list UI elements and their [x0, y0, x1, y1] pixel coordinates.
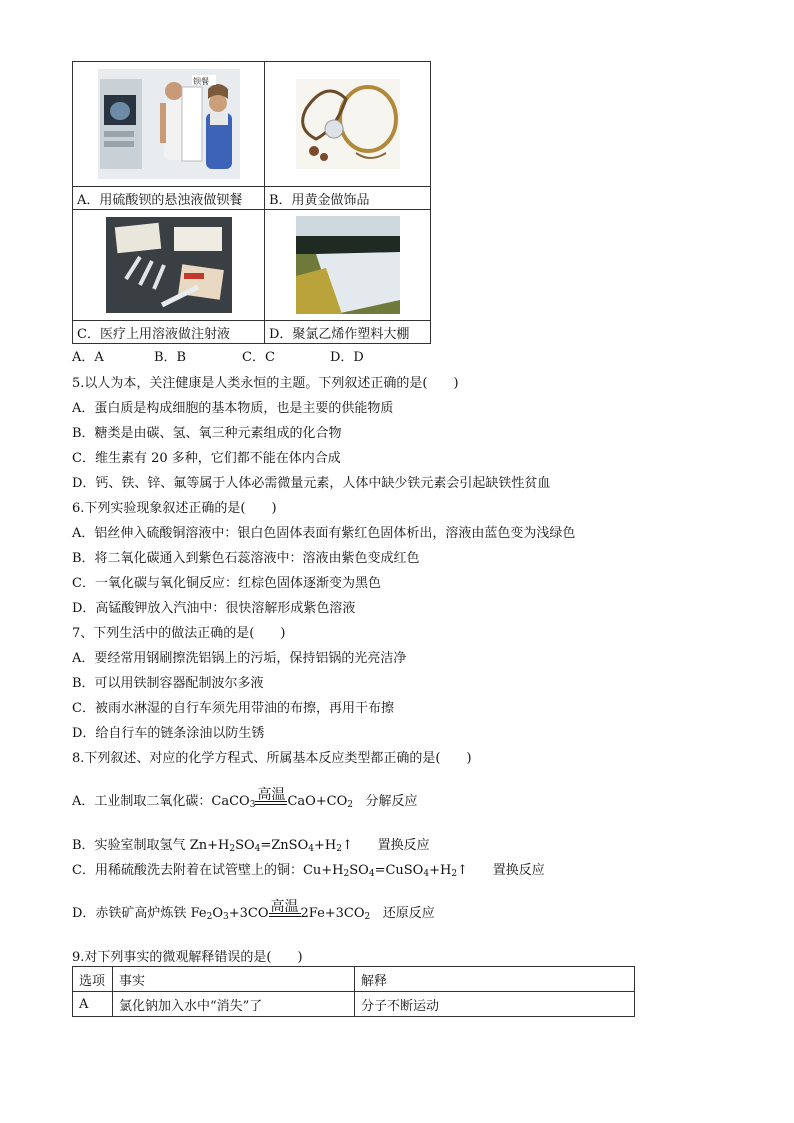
q4-cell-c-image: [73, 210, 265, 321]
q8-b-equation: $Zn+H_2SO_4=ZnSO_4+H_2↑$: [189, 838, 353, 854]
q9-stem: 9.对下列事实的微观解释错误的是( ): [72, 950, 303, 965]
q8-d-condition: 高温: [270, 899, 299, 915]
q4-caption-c: C．医疗上用溶液做注射液: [73, 321, 265, 344]
q5-option-a: A．蛋白质是构成细胞的基本物质，也是主要的供能物质: [72, 401, 394, 416]
q8-option-d: [72, 899, 435, 922]
q5-stem: 5.以人为本，关注健康是人类永恒的主题。下列叙述正确的是( ): [72, 376, 459, 391]
q5-option-b: B．糖类是由碳、氢、氧三种元素组成的化合物: [72, 426, 342, 441]
q8-c-equation: $Cu+H_2SO_4=CuSO_4+H_2↑$: [302, 863, 468, 879]
table-header-row: [73, 967, 635, 992]
q8-d-type: 还原反应: [382, 906, 435, 921]
q6-stem: 6.下列实验现象叙述正确的是( ): [72, 501, 277, 516]
greenhouse-photo: [296, 216, 400, 314]
q4-cell-a-image: [73, 62, 265, 187]
q8-a-prefix: A．工业制取二氧化碳：: [72, 794, 212, 809]
q8-c-prefix: C．用稀硫酸洗去附着在试管壁上的铜：: [72, 863, 303, 878]
q4-caption-a: A．用硫酸钡的悬浊液做钡餐: [73, 187, 265, 210]
q9-row-a-option: A: [73, 992, 113, 1017]
q9-table: [72, 966, 635, 1017]
q5-option-c: C．维生素有 20 多种，它们都不能在体内合成: [72, 451, 341, 466]
q6-option-c: C．一氧化碳与氧化铜反应：红棕色固体逐渐变为黑色: [72, 576, 381, 591]
q7-option-d: D．给自行车的链条涂油以防生锈: [72, 726, 265, 741]
gold-jewelry-photo: [296, 79, 400, 169]
q9-header-option: 选项: [73, 967, 113, 992]
q4-cell-d-image: [265, 210, 431, 321]
table-row: [73, 992, 635, 1017]
q4-option-d: D．D: [330, 350, 364, 365]
q6-option-b: B．将二氧化碳通入到紫色石蕊溶液中：溶液由紫色变成红色: [72, 551, 420, 566]
q4-image-table: [72, 61, 431, 344]
q8-b-prefix: B．实验室制取氢气: [72, 838, 190, 853]
q9-header-explanation: 解释: [355, 967, 635, 992]
xray-photo: [98, 69, 240, 179]
q4-caption-b: B．用黄金做饰品: [265, 187, 431, 210]
q8-a-condition: 高温: [257, 787, 286, 803]
barium-meal-label: 钡餐: [192, 77, 209, 86]
q8-a-type: 分解反应: [365, 794, 418, 809]
q8-stem: 8.下列叙述、对应的化学方程式、所属基本反应类型都正确的是( ): [72, 751, 472, 766]
q8-option-c: [72, 859, 545, 879]
q8-d-prefix: D．赤铁矿高炉炼铁: [72, 906, 191, 921]
q4-cell-b-image: [265, 62, 431, 187]
q4-option-a: A．A: [72, 350, 104, 365]
q6-option-d: D．高锰酸钾放入汽油中：很快溶解形成紫色溶液: [72, 601, 356, 616]
q7-stem: 7、下列生活中的做法正确的是( ): [72, 626, 286, 641]
q4-option-c: C．C: [242, 350, 275, 365]
q8-option-a: [72, 787, 418, 810]
q7-option-c: C．被雨水淋湿的自行车须先用带油的布擦，再用干布擦: [72, 701, 394, 716]
q7-option-b: B．可以用铁制容器配制波尔多液: [72, 676, 264, 691]
q8-d-equation: $Fe_2O_3+3CO$ 高温 $2Fe+3CO_2$: [191, 906, 371, 921]
q9-row-a-fact: 氯化钠加入水中“消失”了: [113, 992, 355, 1017]
q4-options: [72, 346, 364, 365]
q9-header-fact: 事实: [113, 967, 355, 992]
q4-option-b: B．B: [154, 350, 187, 365]
q6-option-a: A．铝丝伸入硫酸铜溶液中：银白色固体表面有紫红色固体析出，溶液由蓝色变为浅绿色: [72, 526, 576, 541]
q7-option-a: A．要经常用钢刷擦洗铝锅上的污垢，保持铝锅的光亮洁净: [72, 651, 407, 666]
q8-option-b: [72, 834, 430, 854]
q4-caption-d: D．聚氯乙烯作塑料大棚: [265, 321, 431, 344]
injection-photo: [106, 217, 232, 313]
q8-a-equation: CaCO$_3$ 高温 $CaO+CO_2$: [211, 794, 353, 809]
q8-c-type: 置换反应: [492, 863, 545, 878]
q8-b-type: 置换反应: [377, 838, 430, 853]
q9-row-a-explanation: 分子不断运动: [355, 992, 635, 1017]
q5-option-d: D．钙、铁、锌、氟等属于人体必需微量元素，人体中缺少铁元素会引起缺铁性贫血: [72, 476, 551, 491]
